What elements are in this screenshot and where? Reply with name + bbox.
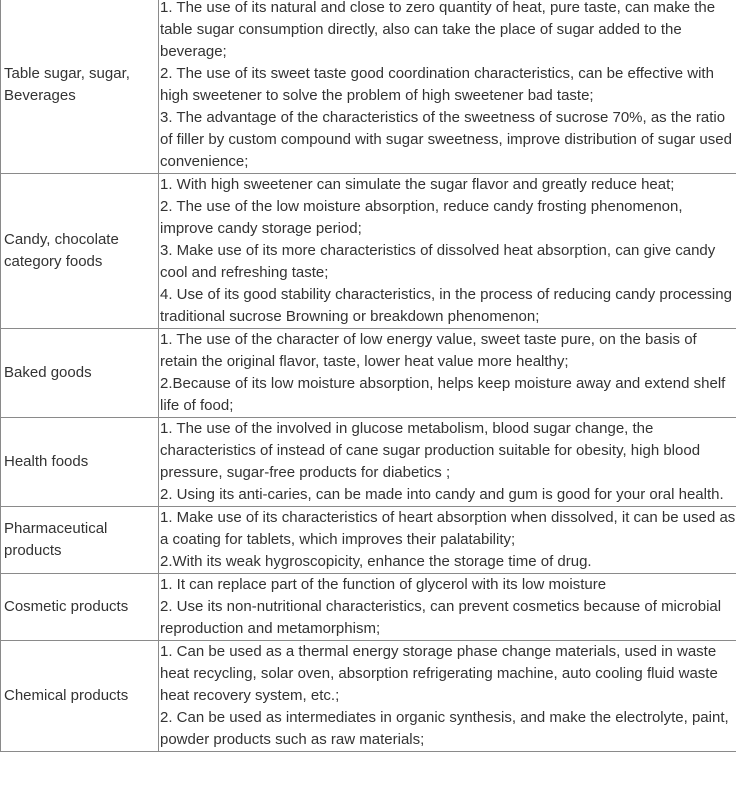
description-line: 2. Can be used as intermediates in organic synthesis, and make the electrolyte, paint, powder products such as raw materials; bbox=[160, 709, 729, 748]
table-row bbox=[1, 507, 736, 574]
category-cell: Candy, chocolate category foods bbox=[1, 174, 159, 329]
description-line: 2. Using its anti-caries, can be made into candy and gum is good for your oral health. bbox=[160, 486, 724, 503]
description-cell bbox=[159, 507, 736, 574]
table-row bbox=[1, 329, 736, 418]
description-line: 4. Use of its good stability characteristics, in the process of reducing candy processing traditional sucrose Browning or breakdown phenomenon; bbox=[160, 286, 732, 325]
table-row bbox=[1, 641, 736, 752]
category-cell: Baked goods bbox=[1, 329, 159, 418]
description-line: 2.Because of its low moisture absorption, helps keep moisture away and extend shelf life of food; bbox=[160, 375, 726, 414]
category-cell: Pharmaceutical products bbox=[1, 507, 159, 574]
table-row bbox=[1, 174, 736, 329]
description-line: 1. With high sweetener can simulate the sugar flavor and greatly reduce heat; bbox=[160, 176, 675, 193]
description-cell bbox=[159, 574, 736, 641]
description-line: 1. The use of its natural and close to zero quantity of heat, pure taste, can make the table sugar consumption directly, also can take the place of sugar added to the beverage; bbox=[160, 0, 716, 60]
description-line: 3. Make use of its more characteristics of dissolved heat absorption, can give candy cool and refreshing taste; bbox=[160, 242, 716, 281]
description-cell bbox=[159, 641, 736, 752]
description-line: 2. The use of its sweet taste good coordination characteristics, can be effective with high sweetener to solve the problem of high sweetener bad taste; bbox=[160, 65, 714, 104]
table-row bbox=[1, 0, 736, 174]
description-cell bbox=[159, 174, 736, 329]
description-line: 2. The use of the low moisture absorption, reduce candy frosting phenomenon, improve candy storage period; bbox=[160, 198, 683, 237]
description-line: 1. Make use of its characteristics of heart absorption when dissolved, it can be used as a coating for tablets, which improves their palatability; bbox=[160, 509, 736, 548]
description-line: 3. The advantage of the characteristics of the sweetness of sucrose 70%, as the ratio of filler by custom compound with sugar sweetness, improve distribution of sugar used convenience; bbox=[160, 109, 732, 170]
category-cell: Cosmetic products bbox=[1, 574, 159, 641]
category-cell: Health foods bbox=[1, 418, 159, 507]
description-line: 2. Use its non-nutritional characteristics, can prevent cosmetics because of microbial reproduction and metamorphism; bbox=[160, 598, 722, 637]
description-cell bbox=[159, 0, 736, 174]
description-line: 1. The use of the character of low energy value, sweet taste pure, on the basis of retain the original flavor, taste, lower heat value more healthy; bbox=[160, 331, 697, 370]
description-line: 1. Can be used as a thermal energy storage phase change materials, used in waste heat recycling, solar oven, absorption refrigerating machine, auto cooling fluid waste heat recovery system, etc.; bbox=[160, 643, 718, 704]
table-row bbox=[1, 574, 736, 641]
description-line: 2.With its weak hygroscopicity, enhance the storage time of drug. bbox=[160, 553, 592, 570]
description-line: 1. It can replace part of the function of glycerol with its low moisture bbox=[160, 576, 607, 593]
table-row bbox=[1, 418, 736, 507]
description-cell bbox=[159, 329, 736, 418]
category-cell: Chemical products bbox=[1, 641, 159, 752]
category-cell: Table sugar, sugar, Beverages bbox=[1, 0, 159, 174]
description-line: 1. The use of the involved in glucose metabolism, blood sugar change, the characteristics of instead of cane sugar production suitable for obesity, high blood pressure, sugar-free products for diabetics ; bbox=[160, 420, 701, 481]
description-cell bbox=[159, 418, 736, 507]
